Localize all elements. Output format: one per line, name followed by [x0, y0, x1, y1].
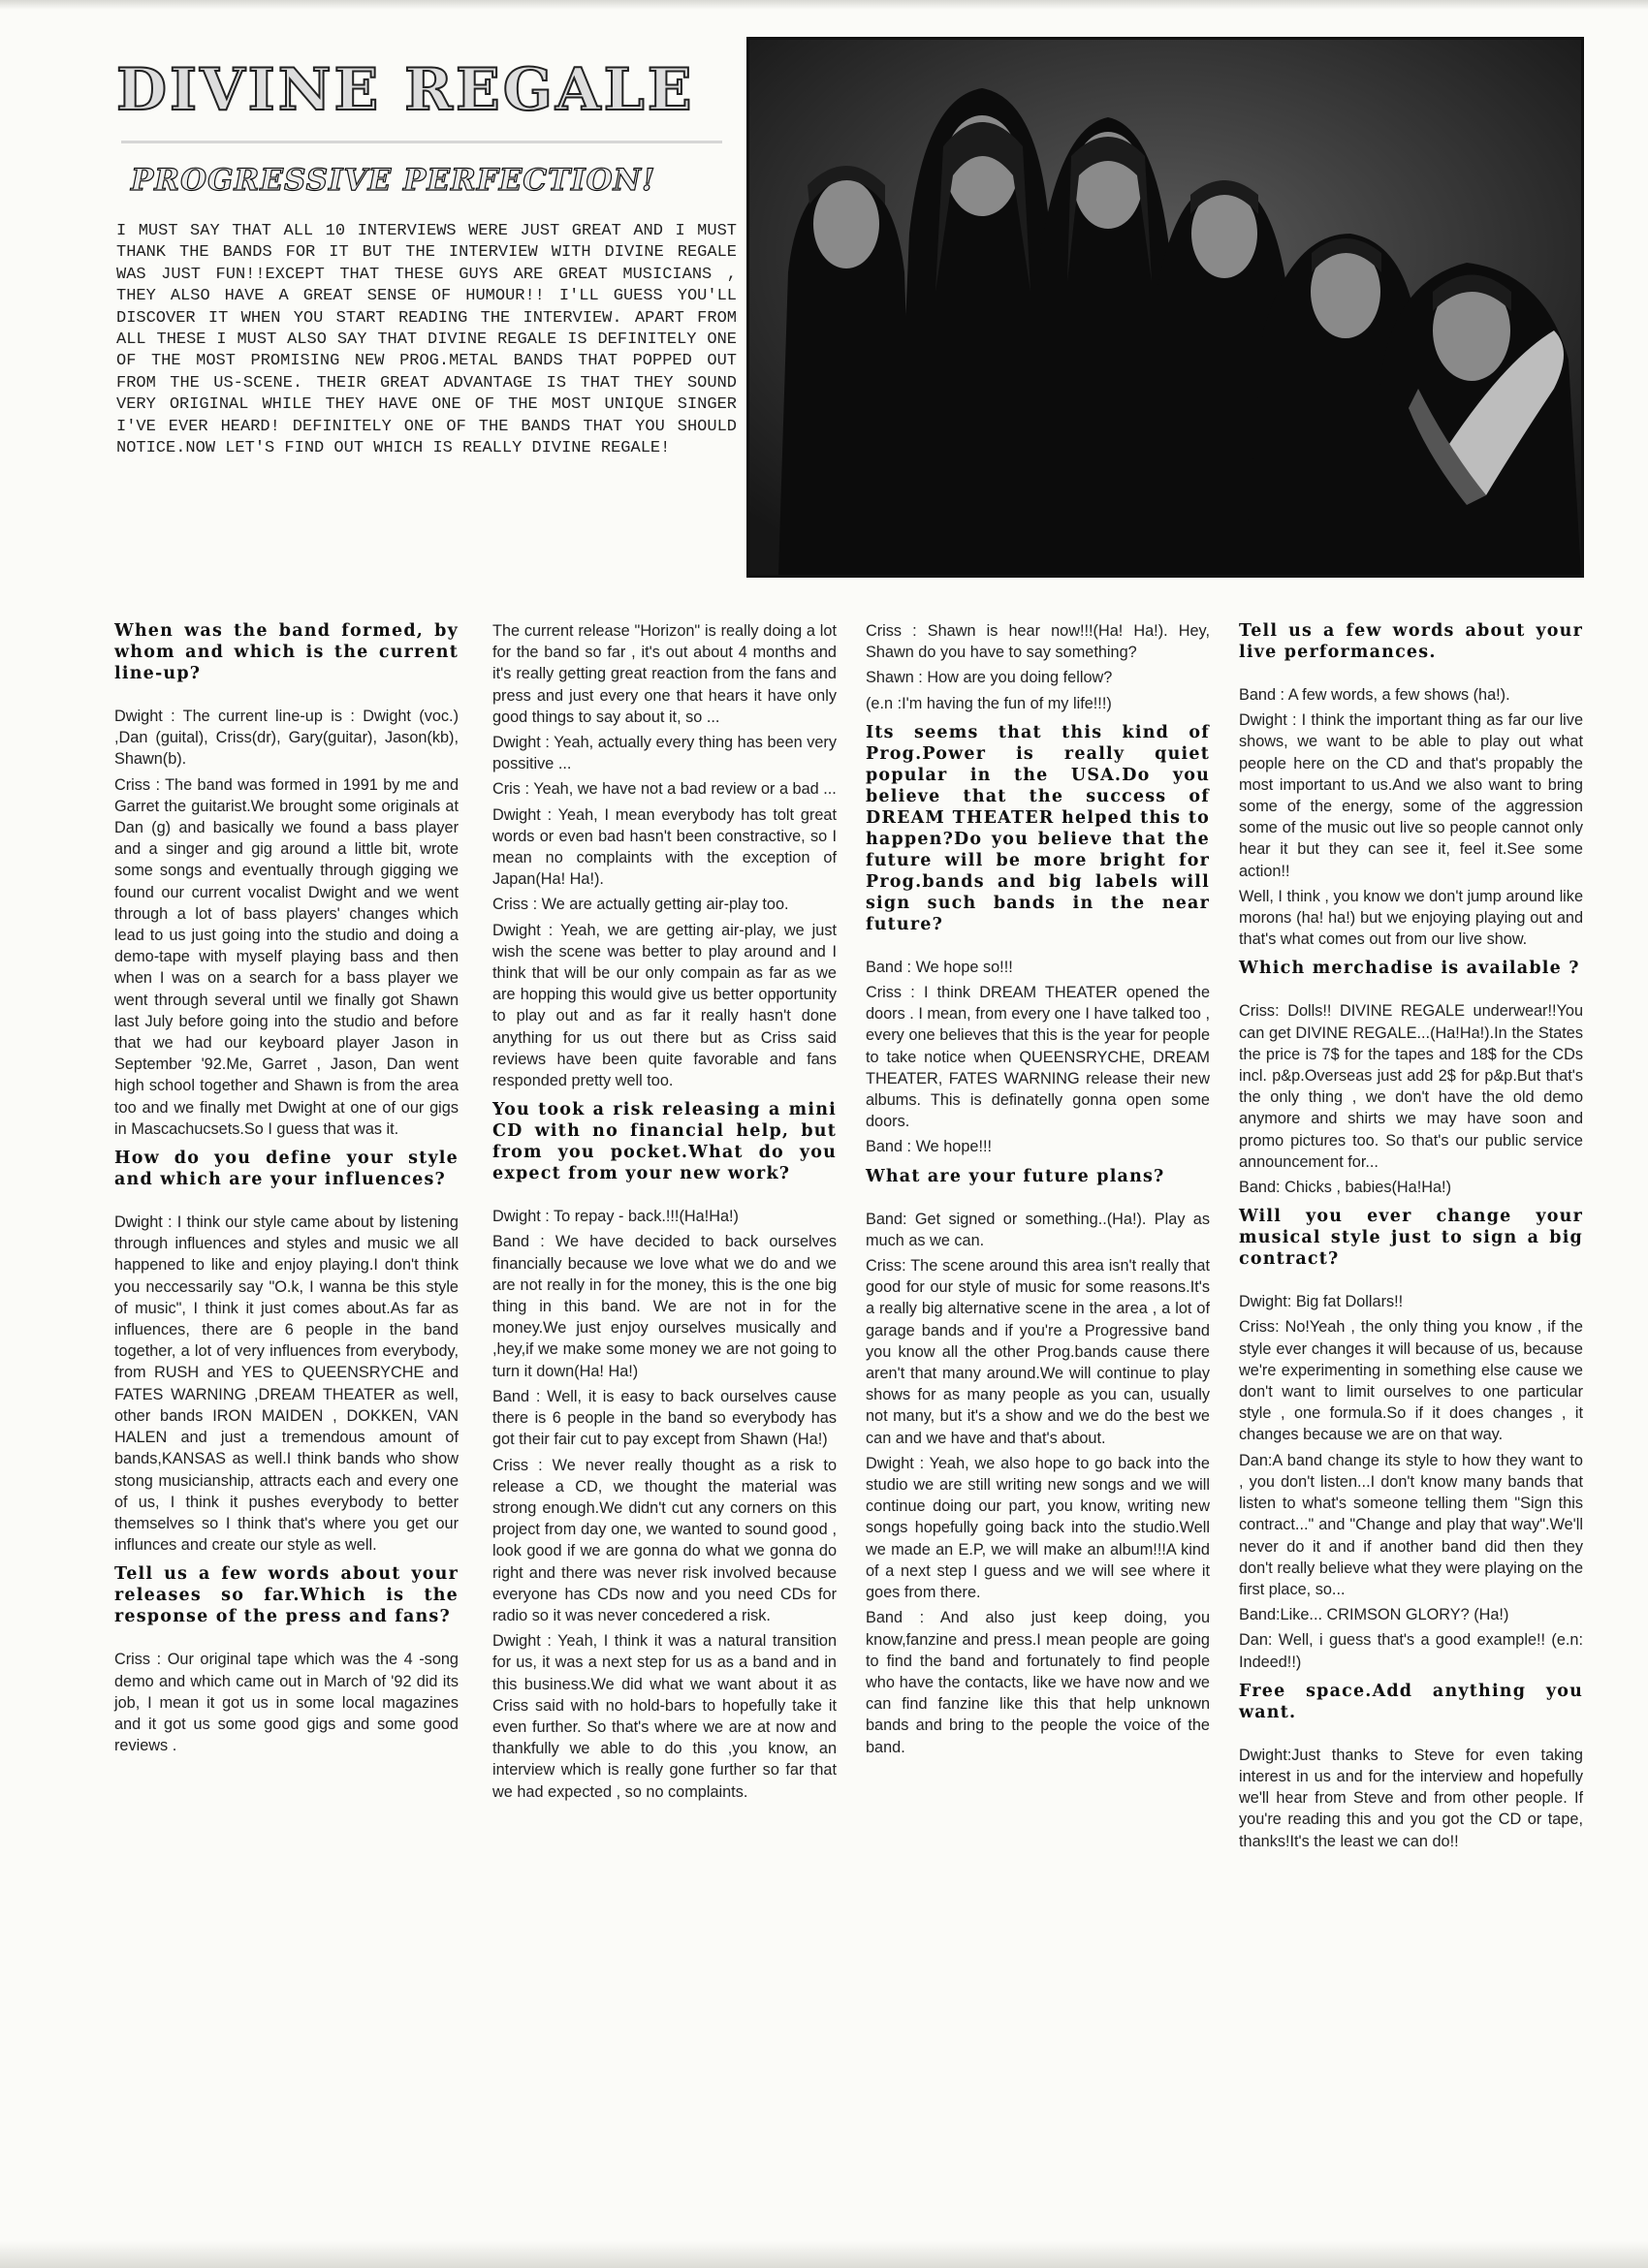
column-2	[492, 620, 837, 1807]
answer-paragraph: Dwight : Yeah, actually every thing has been very possitive ...	[492, 734, 837, 773]
answer-paragraph: Criss : The band was formed in 1991 by me and Garret the guitarist.We brought some originals at Dan (g) and basically we found a bass player and a singer and gig around a little bit, wrote some songs and eventually through gigging we found our current vocalist Dwight and we went through a lot of bass players' changes which lead to us just going into the studio and doing a demo-tape with myself playing bass and then when I was on a search for a bass player we went through several until we finally got Shawn last July before going into the studio and before that we had our keyboard player Jason in September '92.Me, Garret , Jason, Dan went high school together and Shawn is from the area too and we finally met Dwight at one of our gigs in Mascachucsets.So I guess that was it.	[114, 775, 459, 1138]
question-heading: Will you ever change your musical style just to sign a big contract?	[1239, 1207, 1583, 1270]
answer-paragraph: Dwight : Yeah, I think it was a natural transition for us, it was a next step for us as a band and in this business.We did what we want about it as Criss said with no hold-bars to hopefully take it even further. So that's where we are at now and thankfully we able to do this ,you know, an interview which is really gone further so far that we had expected , so no complaints.	[492, 1632, 837, 1801]
question-heading: What are your future plans?	[866, 1166, 1165, 1186]
answer-paragraph: Dwight : To repay - back.!!!(Ha!Ha!)	[492, 1208, 739, 1226]
answer-paragraph: Criss : Shawn is hear now!!!(Ha! Ha!). Hey, Shawn do you have to say something?	[866, 622, 1210, 662]
band-photo	[746, 37, 1584, 578]
title-underline	[121, 141, 722, 143]
answer-paragraph: Dan: Well, i guess that's a good example!! (e.n: Indeed!!)	[1239, 1631, 1583, 1671]
answer-paragraph: Criss : We are actually getting air-play too.	[492, 896, 789, 914]
question-heading: Tell us a few words about your releases so far.Which is the response of the press and fans?	[114, 1564, 459, 1627]
answer-paragraph: Criss : We never really thought as a risk to release a CD, we thought the material was strong enough.We didn't cut any corners on this project from day one, we wanted to sound good , look good if we are gonna do what we gonna do right and there was never risk involved because everyone has CDs now and you need CDs for radio so it was never concedered a risk.	[492, 1456, 837, 1624]
answer-paragraph: Cris : Yeah, we have not a bad review or a bad ...	[492, 780, 837, 799]
answer-paragraph: Dwight : Yeah, we also hope to go back into the studio we are still writing new songs and we will continue doing our part, you know, writing new songs hopefully going back into the studio.Well we made an E.P, we will make an album!!!A kind of a next step I guess and we will see where it goes from there.	[866, 1454, 1210, 1602]
answer-paragraph: Criss: No!Yeah , the only thing you know , if the style ever changes it will because of us, because we're experimenting in something else cause we don't want to limit ourselves to one particular style , one formula.So if it does changes , it changes because we are on that way.	[1239, 1318, 1583, 1444]
question-heading: Tell us a few words about your live performances.	[1239, 621, 1583, 662]
answer-paragraph: Band : We hope so!!!	[866, 958, 1013, 976]
answer-paragraph: Band: Chicks , babies(Ha!Ha!)	[1239, 1179, 1451, 1197]
answer-paragraph: Dan:A band change its style to how they want to , you don't listen...I don't know many bands that listen to what's someone telling them "Sign this contract..." and "Change and play that way".We'll never do it and if another band did then they don't really believe what they were playing on the first place, so...	[1239, 1451, 1583, 1598]
answer-paragraph: Band : A few words, a few shows (ha!).	[1239, 686, 1510, 704]
answer-paragraph: Dwight : Yeah, we are getting air-play, we just wish the scene was better to play around and I think that will be our only compain as far as we are hopping this would give us better opportunity to play out and as far it really hasn't done anything for us out there but as Criss said reviews have been quite favorable and fans responded pretty well too.	[492, 921, 837, 1090]
scan-edge-top	[0, 0, 1648, 10]
answer-paragraph: Dwight : I think our style came about by listening through influences and styles and music we all happened to like and enjoy playing.I don't think you neccessarily say "O.k, I wanna be this style of music", I think it just comes about.As far as influences, there are 6 people in the band together, a lot of very influences from everybody, from RUSH and YES to QUEENSRYCHE and FATES WARNING ,DREAM THEATER as well, other bands IRON MAIDEN , DOKKEN, VAN HALEN and just a tremendous amount of bands,KANSAS as well.I think bands who show stong musicianship, attracts each and every one of us, I think it pushes everybody to better themselves so I think that's where you get our influnces and create our style as well.	[114, 1213, 459, 1555]
answer-paragraph: Criss : Our original tape which was the 4 -song demo and which came out in March of '92 did its job, I mean it got us in some local magazines and it got us some good gigs and some good reviews .	[114, 1651, 459, 1755]
answer-paragraph: Dwight : Yeah, I mean everybody has tolt great words or even bad hasn't been constractive, so I mean no complaints with the exception of Japan(Ha! Ha!).	[492, 805, 837, 889]
answer-paragraph: The current release "Horizon" is really doing a lot for the band so far , it's out about 4 months and it's really getting great reaction from the fans and press and just every one that hears it have only good things to say about it, so ...	[492, 622, 837, 726]
question-heading: You took a risk releasing a mini CD with no financial help, but from you pocket.What do you expect from your new work?	[492, 1100, 837, 1184]
answer-paragraph: Band : And also just keep doing, you know,fanzine and press.I mean people are going to find the band and fortunately to find people who have the contacts, like we have now and we can find fanzine like this that help unknown bands and bring to the people the voice of the band.	[866, 1609, 1210, 1756]
answer-paragraph: Dwight: Big fat Dollars!!	[1239, 1293, 1404, 1311]
question-heading: Its seems that this kind of Prog.Power is really quiet popular in the USA.Do you believe that the success of DREAM THEATER helped this to happen?Do you believe that the future will be more bright for Prog.bands and big labels will sign such bands in the near future?	[866, 722, 1210, 934]
answer-paragraph: Shawn : How are you doing fellow?	[866, 669, 1113, 687]
answer-paragraph: Dwight : I think the important thing as far our live shows, we want to be able to play out what people here on the CD and that's propably the most important to us.And we also want to bring some of the energy, some of the aggression some of the music out live so people cannot only hear it but they can see it, feel it.See some action!!	[1239, 711, 1583, 880]
question-heading: Free space.Add anything you want.	[1239, 1681, 1583, 1722]
answer-paragraph: Band:Like... CRIMSON GLORY? (Ha!)	[1239, 1606, 1509, 1624]
answer-paragraph: Well, I think , you know we don't jump around like morons (ha! ha!) but we enjoying playing out and that's what comes out from our live show.	[1239, 887, 1583, 949]
question-heading: When was the band formed, by whom and which is the current line-up?	[114, 621, 459, 683]
scan-edge-bottom	[0, 2241, 1648, 2268]
answer-paragraph: Criss: Dolls!! DIVINE REGALE underwear!!You can get DIVINE REGALE...(Ha!Ha!).In the States the price is 7$ for the tapes and 18$ for the CDs incl. p&p.Overseas just add 2$ for p&p.But that's the only thing , we don't have the old demo anymore and shirts we may have soon and promo pictures too. So that's our public service announcement for...	[1239, 1002, 1583, 1171]
answer-paragraph: Criss : I think DREAM THEATER opened the doors . I mean, from every one I have talked too , every one believes that this is the year for people to take notice when QUEENSRYCHE, DREAM THEATER, FATES WARNING release their new albums. This is definatelly gonna open some doors.	[866, 984, 1210, 1131]
interview-columns	[114, 620, 1598, 2239]
article-subtitle: PROGRESSIVE PERFECTION!	[131, 163, 656, 198]
answer-paragraph: Dwight : The current line-up is : Dwight (voc.) ,Dan (guital), Criss(dr), Gary(guitar), Jason(kb), Shawn(b).	[114, 708, 459, 769]
answer-paragraph: (e.n :I'm having the fun of my life!!!)	[866, 694, 1112, 712]
question-heading: How do you define your style and which are your influences?	[114, 1149, 459, 1190]
answer-paragraph: Criss: The scene around this area isn't really that good for our style of music for some reasons.It's a really big alternative scene in the area , a lot of garage bands and if you're a Progressive band you know all the other Prog.bands cause there aren't that many around.We will continue to play shows for as many people as you can, usually not many, but it's a show and we do the best we can and we have and that's about.	[866, 1257, 1210, 1447]
answer-paragraph: Band: Get signed or something..(Ha!). Play as much as we can.	[866, 1210, 1210, 1249]
question-heading: Which merchadise is available ?	[1239, 959, 1580, 979]
intro-paragraph: I MUST SAY THAT ALL 10 INTERVIEWS WERE JUST GREAT AND I MUST THANK THE BANDS FOR IT BUT THE INTERVIEW WITH DIVINE REGALE WAS JUST FUN!!EXCEPT THAT THESE GUYS ARE GREAT MUSICIANS , THEY ALSO HAVE A GREAT SENSE OF HUMOUR!! I'LL GUESS YOU'LL DISCOVER IT WHEN YOU START READING THE INTERVIEW. APART FROM ALL THESE I MUST ALSO SAY THAT DIVINE REGALE IS DEFINITELY ONE OF THE MOST PROMISING NEW PROG.METAL BANDS THAT POPPED OUT FROM THE US-SCENE. THEIR GREAT ADVANTAGE IS THAT THEY SOUND VERY ORIGINAL WHILE THEY HAVE ONE OF THE MOST UNIQUE SINGER I'VE EVER HEARD! DEFINITELY ONE OF THE BANDS THAT YOU SHOULD NOTICE.NOW LET'S FIND OUT WHICH IS REALLY DIVINE REGALE!	[116, 222, 737, 458]
answer-paragraph: Band : We hope!!!	[866, 1138, 993, 1156]
column-1	[114, 620, 459, 1760]
answer-paragraph: Dwight:Just thanks to Steve for even taking interest in us and for the interview and hopefully we'll hear from Steve and from other people. If you're reading this and you got the CD or tape, thanks!It's the least we can do!!	[1239, 1746, 1583, 1850]
answer-paragraph: Band : Well, it is easy to back ourselves cause there is 6 people in the band so everybody has got their fair cut to pay except from Shawn (Ha!)	[492, 1387, 837, 1449]
article-title: DIVINE REGALE	[116, 56, 695, 124]
column-4	[1239, 620, 1583, 1856]
column-3	[866, 620, 1210, 1762]
answer-paragraph: Band : We have decided to back ourselves financially because we love what we do and we are not really in for the money, this is the one big thing in this band. We are not in for the money.We just enjoy ourselves musically and ,hey,if we make some money we are not going to turn it down(Ha! Ha!)	[492, 1233, 837, 1380]
